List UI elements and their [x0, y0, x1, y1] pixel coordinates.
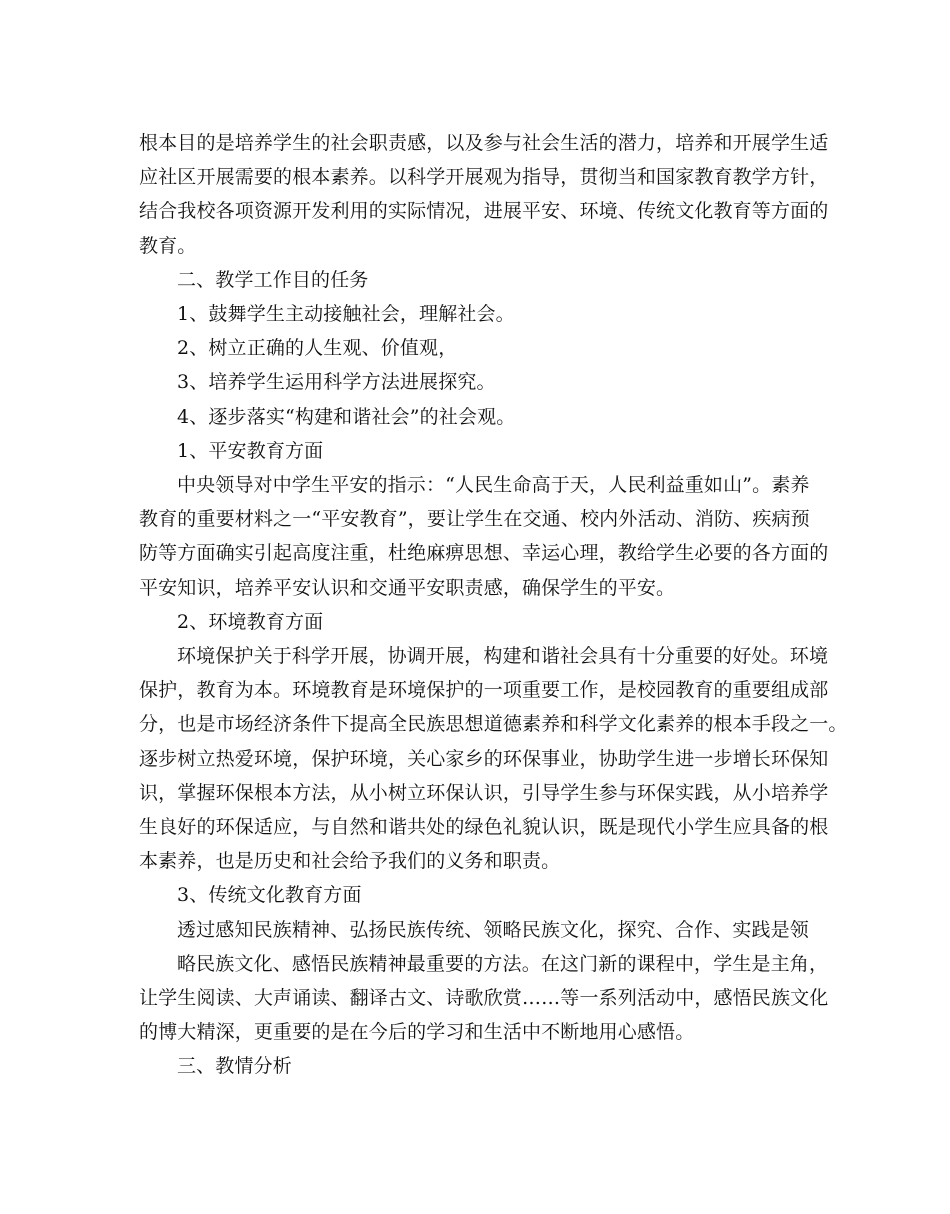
text-line: 中央领导对中学生平安的指示：“人民生命高于天，人民利益重如山”。素养: [177, 474, 810, 497]
heading-text: 二、教学工作目的任务: [177, 268, 369, 291]
subsection-traditional-culture: [139, 878, 829, 1049]
list-item: 1、鼓舞学生主动接触社会，理解社会。: [177, 303, 515, 326]
text-line: 应社区开展需要的根本素养。以科学开展观为指导，贯彻当和国家教育教学方针，: [139, 166, 829, 189]
text-line: 本素养，也是历史和社会给予我们的义务和职责。: [139, 850, 561, 873]
text-line: 让学生阅读、大声诵读、翻译古文、诗歌欣赏……等一系列活动中，感悟民族文化: [139, 987, 829, 1010]
text-line: 保护，教育为本。环境教育是环境保护的一项重要工作，是校园教育的重要组成部: [139, 679, 829, 702]
text-line: 防等方面确实引起高度注重，杜绝麻痹思想、幸运心理，教给学生必要的各方面的: [139, 542, 829, 565]
text-line: 识，掌握环保根本方法，从小树立环保认识，引导学生参与环保实践，从小培养学: [139, 781, 829, 804]
text-line: 教育的重要材料之一“平安教育”，要让学生在交通、校内外活动、消防、疾病预: [139, 508, 810, 531]
list-item: 4、逐步落实“构建和谐社会”的社会观。: [177, 405, 516, 428]
list-item: 2、树立正确的人生观、价值观，: [177, 337, 458, 360]
section-heading-analysis: [139, 1049, 819, 1083]
subsection-title: 1、平安教育方面: [177, 439, 324, 462]
document-body: [139, 126, 848, 1084]
text-line: 透过感知民族精神、弘扬民族传统、领略民族文化，探究、合作、实践是领: [177, 918, 809, 941]
subsection-title: 2、环境教育方面: [177, 610, 324, 633]
list-item: 3、培养学生运用科学方法进展探究。: [177, 371, 496, 394]
text-line: 逐步树立热爱环境，保护环境，关心家乡的环保事业，协助学生进一步增长环保知: [139, 747, 829, 770]
text-line: 的博大精深，更重要的是在今后的学习和生活中不断地用心感悟。: [139, 1021, 695, 1044]
subsection-title: 3、传统文化教育方面: [177, 884, 362, 907]
text-line: 结合我校各项资源开发利用的实际情况，进展平安、环境、传统文化教育等方面的: [139, 200, 829, 223]
objectives-list: [139, 297, 819, 434]
subsection-safety: [139, 434, 829, 605]
subsection-environment: [139, 605, 848, 879]
section-heading-objectives: [139, 263, 819, 297]
text-line: 生良好的环保适应，与自然和谐共处的绿色礼貌认识，既是现代小学生应具备的根: [139, 816, 829, 839]
heading-text: 三、教情分析: [177, 1055, 292, 1078]
text-line: 教育。: [139, 234, 197, 257]
text-line: 平安知识，培养平安认识和交通平安职责感，确保学生的平安。: [139, 576, 676, 599]
text-line: 环境保护关于科学开展，协调开展，构建和谐社会具有十分重要的好处。环境: [177, 645, 829, 668]
text-line: 根本目的是培养学生的社会职责感，以及参与社会生活的潜力，培养和开展学生适: [139, 132, 829, 154]
text-line: 分，也是市场经济条件下提高全民族思想道德素养和科学文化素养的根本手段之一。: [139, 713, 848, 736]
intro-paragraph: [139, 126, 829, 263]
text-line: 略民族文化、感悟民族精神最重要的方法。在这门新的课程中，学生是主角，: [177, 952, 829, 975]
